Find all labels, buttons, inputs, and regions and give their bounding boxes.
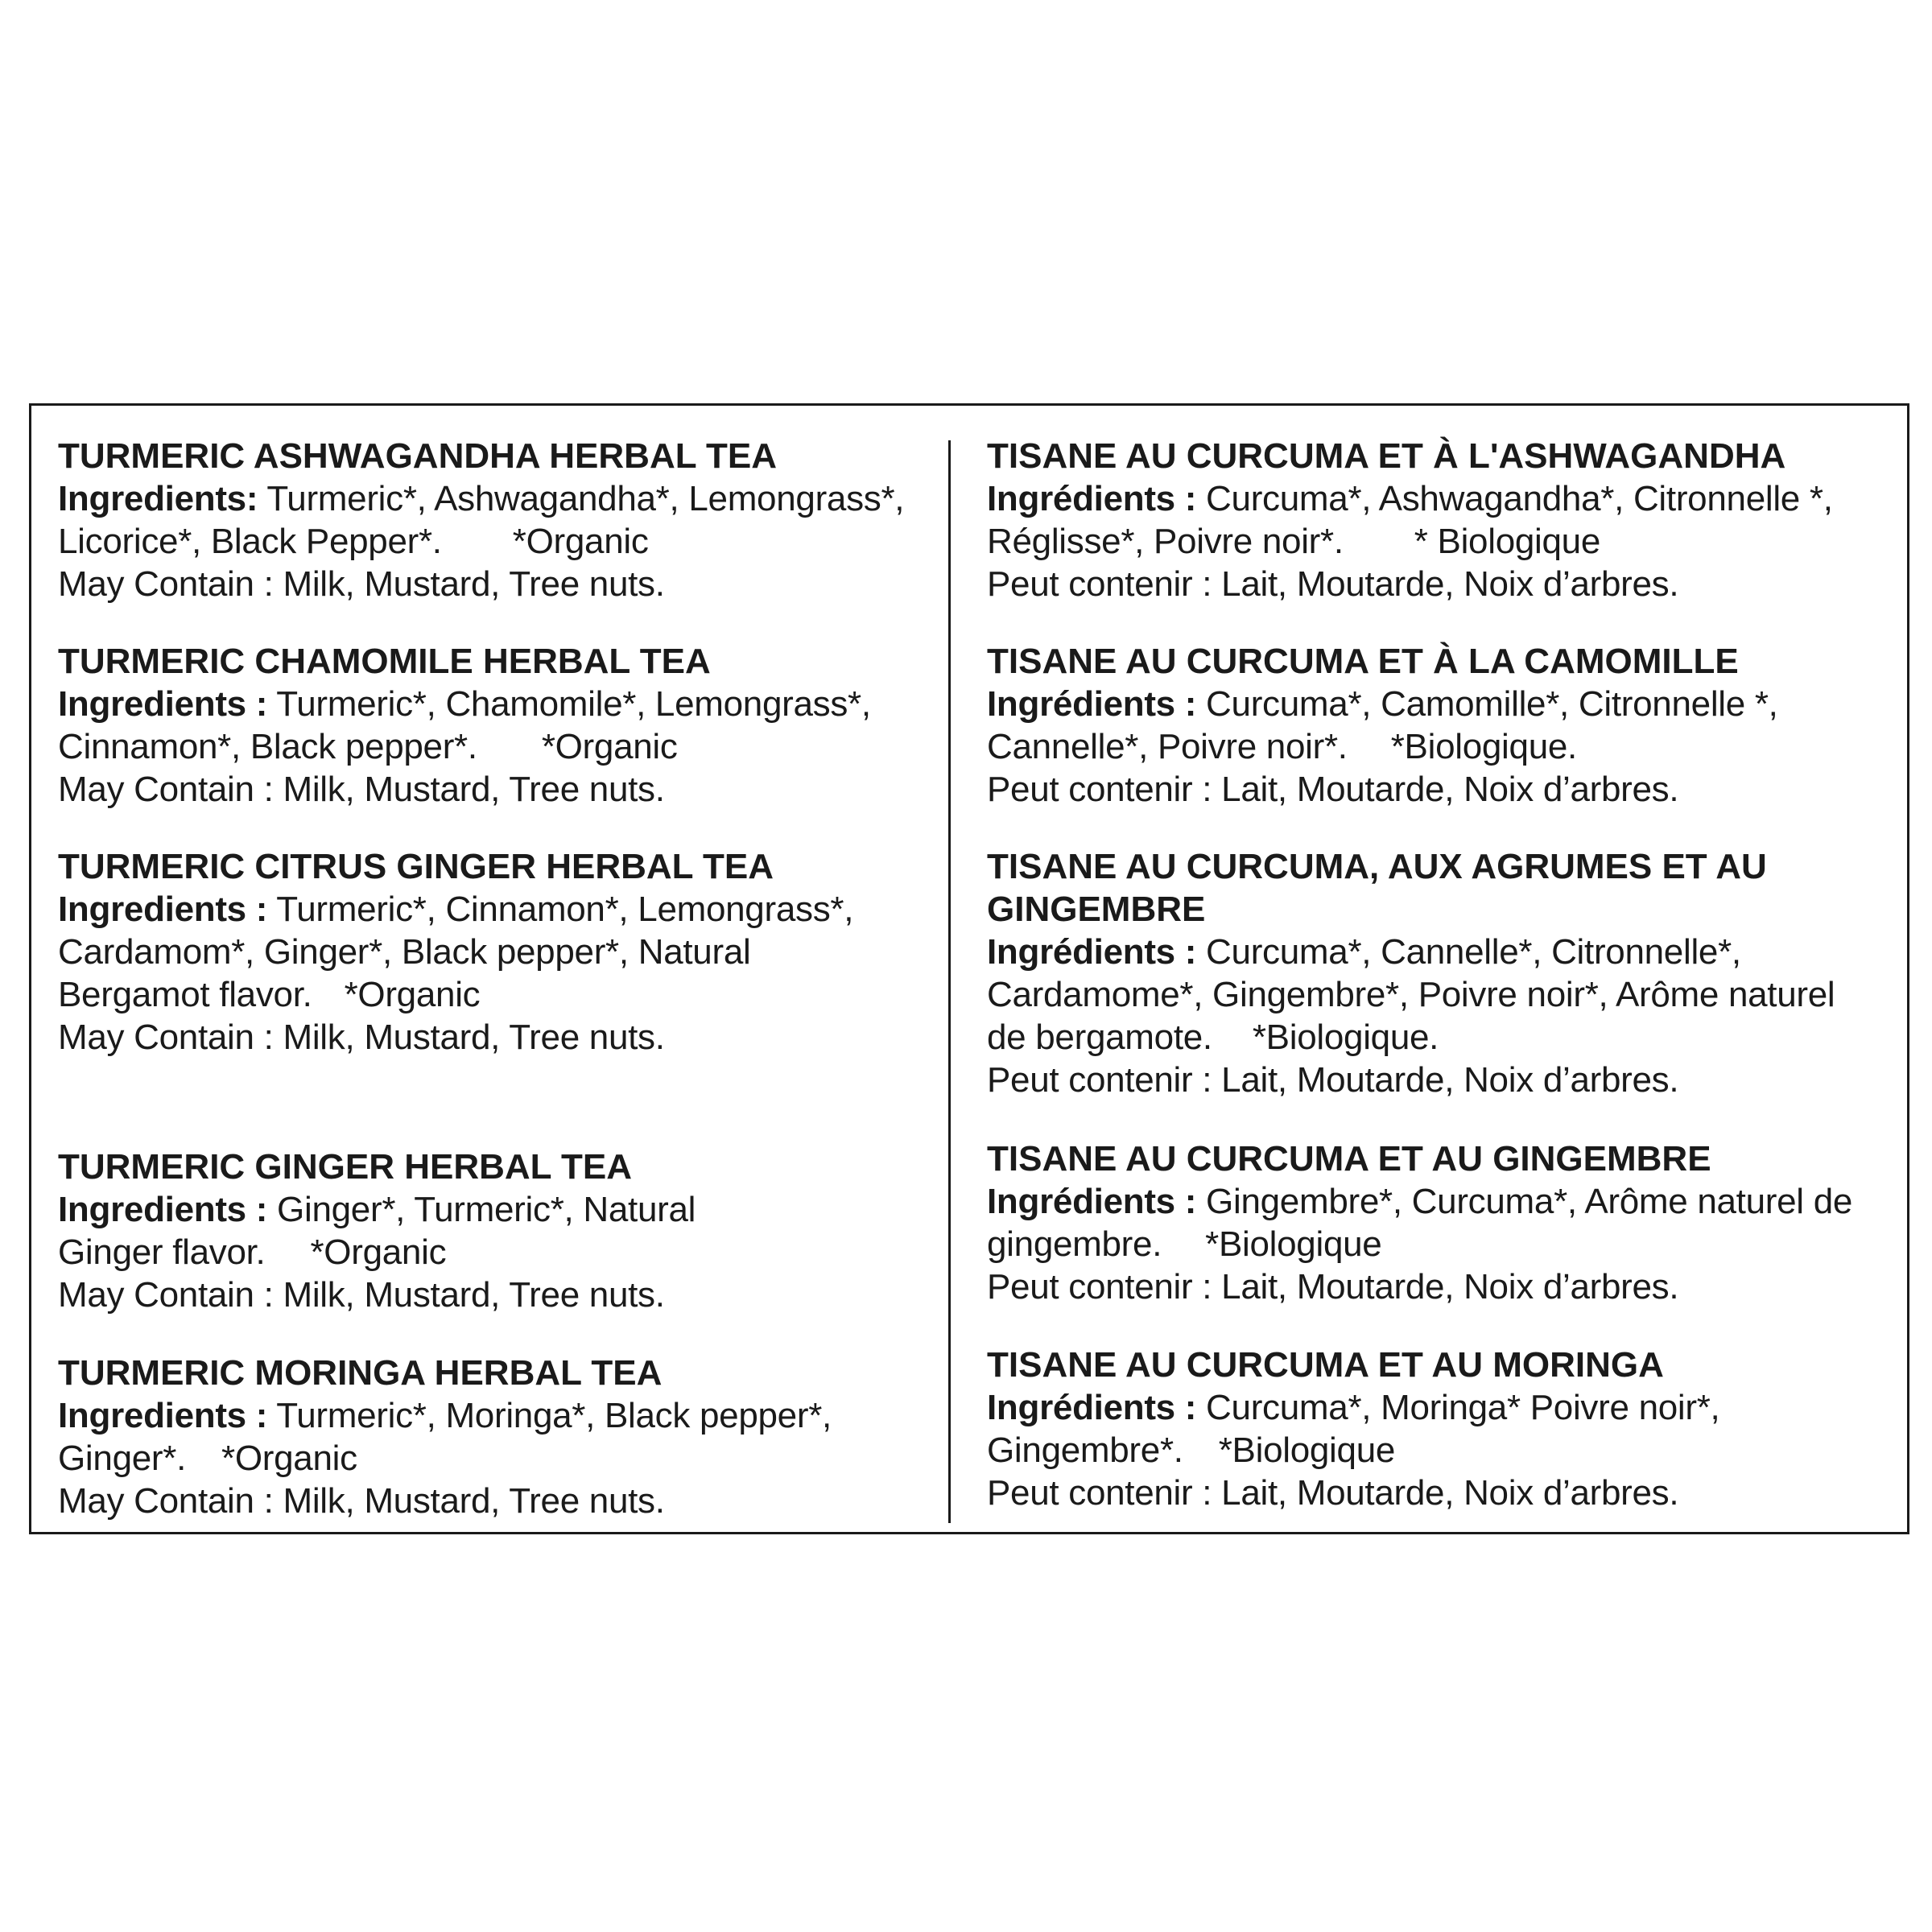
ingredients-text: Curcuma*, Ashwagandha*, Citronnelle *, (1196, 479, 1833, 518)
ingredients-label: Ingredients : (58, 1190, 268, 1229)
french-tea-citrus-ginger (987, 845, 1835, 1101)
allergen-note: Peut contenir : Lait, Moutarde, Noix d’arbres. (987, 1060, 1679, 1100)
tea-title: TISANE AU CURCUMA ET À LA CAMOMILLE (987, 642, 1739, 681)
tea-title: TISANE AU CURCUMA ET AU MORINGA (987, 1345, 1664, 1385)
organic-note: *Biologique. (1390, 727, 1577, 766)
organic-note: *Organic (344, 975, 481, 1014)
tea-title: TISANE AU CURCUMA ET AU GINGEMBRE (987, 1139, 1711, 1179)
tea-title: TISANE AU CURCUMA, AUX AGRUMES ET AU (987, 847, 1767, 886)
tea-title: TURMERIC ASHWAGANDHA HERBAL TEA (58, 436, 778, 476)
ingredients-text: Ginger*, Turmeric*, Natural (267, 1190, 696, 1229)
ingredients-text-cont2: de bergamote. (987, 1018, 1212, 1057)
english-tea-moringa (58, 1352, 832, 1522)
organic-note: * Biologique (1414, 522, 1601, 561)
english-tea-ginger (58, 1146, 696, 1316)
allergen-note: May Contain : Milk, Mustard, Tree nuts. (58, 770, 665, 809)
allergen-note: May Contain : Milk, Mustard, Tree nuts. (58, 1275, 665, 1315)
tea-title: TURMERIC CITRUS GINGER HERBAL TEA (58, 847, 774, 886)
tea-title: TURMERIC MORINGA HERBAL TEA (58, 1353, 663, 1393)
organic-note: *Biologique (1205, 1224, 1382, 1264)
ingredients-label: Ingredients: (58, 479, 258, 518)
ingredients-label: Ingredients : (58, 1396, 268, 1435)
french-tea-moringa (987, 1344, 1719, 1514)
ingredients-text: Curcuma*, Cannelle*, Citronnelle*, (1196, 932, 1741, 972)
ingredients-label: Ingrédients : (987, 684, 1197, 724)
allergen-note: May Contain : Milk, Mustard, Tree nuts. (58, 564, 665, 604)
tea-title-cont: GINGEMBRE (987, 890, 1206, 929)
allergen-note: May Contain : Milk, Mustard, Tree nuts. (58, 1481, 665, 1521)
ingredients-text: Curcuma*, Camomille*, Citronnelle *, (1196, 684, 1778, 724)
tea-title: TURMERIC CHAMOMILE HERBAL TEA (58, 642, 711, 681)
ingredients-text-cont2: Bergamot flavor. (58, 975, 312, 1014)
english-tea-chamomile (58, 640, 871, 811)
allergen-note: Peut contenir : Lait, Moutarde, Noix d’arbres. (987, 564, 1679, 604)
french-tea-ginger (987, 1137, 1852, 1308)
organic-note: *Organic (541, 727, 678, 766)
allergen-note: Peut contenir : Lait, Moutarde, Noix d’arbres. (987, 770, 1679, 809)
organic-note: *Organic (310, 1232, 447, 1272)
ingredients-text-cont: Réglisse*, Poivre noir*. (987, 522, 1344, 561)
ingredients-label: Ingrédients : (987, 479, 1197, 518)
organic-note: *Organic (512, 522, 649, 561)
organic-note: *Biologique (1218, 1430, 1396, 1470)
column-divider (948, 440, 951, 1523)
organic-note: *Organic (221, 1439, 357, 1478)
ingredients-label: Ingrédients : (987, 1388, 1197, 1427)
ingredients-text-cont: Ginger*. (58, 1439, 187, 1478)
ingredients-text-cont: gingembre. (987, 1224, 1162, 1264)
tea-title: TISANE AU CURCUMA ET À L'ASHWAGANDHA (987, 436, 1786, 476)
ingredients-label: Ingredients : (58, 890, 268, 929)
allergen-note: Peut contenir : Lait, Moutarde, Noix d’arbres. (987, 1473, 1679, 1513)
ingredients-text: Gingembre*, Curcuma*, Arôme naturel de (1196, 1182, 1853, 1221)
ingredients-label: Ingredients : (58, 684, 268, 724)
ingredients-text-cont: Cinnamon*, Black pepper*. (58, 727, 477, 766)
organic-note: *Biologique. (1252, 1018, 1439, 1057)
ingredients-text: Curcuma*, Moringa* Poivre noir*, (1196, 1388, 1720, 1427)
ingredients-text: Turmeric*, Ashwagandha*, Lemongrass*, (258, 479, 905, 518)
ingredients-text-cont: Cannelle*, Poivre noir*. (987, 727, 1348, 766)
ingredients-text-cont: Gingembre*. (987, 1430, 1183, 1470)
ingredients-text-cont: Cardamom*, Ginger*, Black pepper*, Natural (58, 932, 751, 972)
ingredients-text: Turmeric*, Chamomile*, Lemongrass*, (267, 684, 871, 724)
french-tea-ashwagandha (987, 435, 1833, 605)
english-tea-citrus-ginger (58, 845, 853, 1059)
french-tea-chamomile (987, 640, 1778, 811)
tea-title: TURMERIC GINGER HERBAL TEA (58, 1147, 632, 1187)
ingredients-text: Turmeric*, Cinnamon*, Lemongrass*, (267, 890, 854, 929)
allergen-note: Peut contenir : Lait, Moutarde, Noix d’arbres. (987, 1267, 1679, 1307)
ingredients-label: Ingrédients : (987, 932, 1197, 972)
ingredients-text-cont: Cardamome*, Gingembre*, Poivre noir*, Arôme naturel (987, 975, 1835, 1014)
ingredients-text: Turmeric*, Moringa*, Black pepper*, (267, 1396, 832, 1435)
ingredients-text-cont: Ginger flavor. (58, 1232, 266, 1272)
allergen-note: May Contain : Milk, Mustard, Tree nuts. (58, 1018, 665, 1057)
ingredients-text-cont: Licorice*, Black Pepper*. (58, 522, 442, 561)
english-tea-ashwagandha (58, 435, 904, 605)
ingredients-label: Ingrédients : (987, 1182, 1197, 1221)
